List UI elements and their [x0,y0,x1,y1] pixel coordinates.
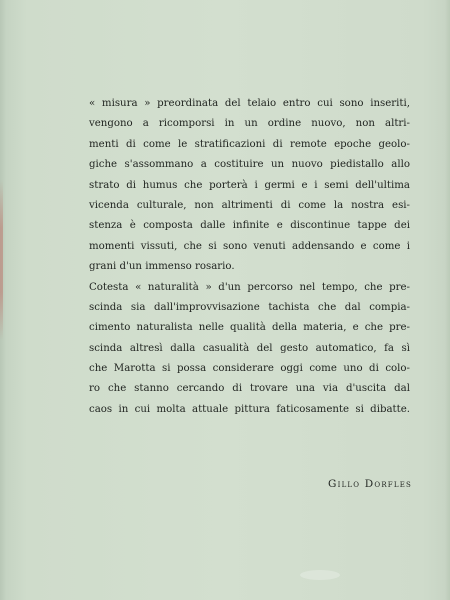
text-line: « misura » preordinata del telaio entro cui sono inseriti, [89,98,410,109]
text-line: giche s'assommano a costituire un nuovo piedistallo allo [89,159,410,171]
paragraph-2 [89,278,410,421]
text-line: che Marotta si possa considerare oggi come uno di colo- [89,363,410,375]
page-edge-red-strip [0,180,3,340]
text-line: Cotesta « naturalità » d'un percorso nel tempo, che pre- [89,281,410,293]
body-text [89,94,410,420]
text-line: stenza è composta dalle infinite e discontinue tappe dei [89,220,410,232]
text-line: vengono a ricomporsi in un ordine nuovo, non altri- [89,118,410,130]
text-line: strato di humus che porterà i germi e i semi dell'ultima [89,179,410,191]
paper-scuff [300,570,340,580]
text-line: cimento naturalista nelle qualità della materia, e che pre- [89,322,410,334]
text-line: scinda altresì dalla casualità del gesto automatico, fa sì [89,342,410,354]
text-line: menti di come le stratificazioni di remote epoche geolo- [89,138,410,150]
text-line: momenti vissuti, che si sono venuti addensando e come i [89,240,410,252]
author-signature: Gillo Dorfles [328,478,412,490]
text-line: scinda sia dall'improvvisazione tachista che dal compia- [89,301,410,313]
text-line: grani d'un immenso rosario. [89,261,235,273]
text-line: vicenda culturale, non altrimenti di come la nostra esi- [89,199,410,211]
paragraph-1 [89,94,410,278]
page-edge-right [445,0,450,600]
text-line: ro che stanno cercando di trovare una via d'uscita dal [89,383,410,395]
text-line: caos in cui molta attuale pittura faticosamente si dibatte. [89,403,410,415]
